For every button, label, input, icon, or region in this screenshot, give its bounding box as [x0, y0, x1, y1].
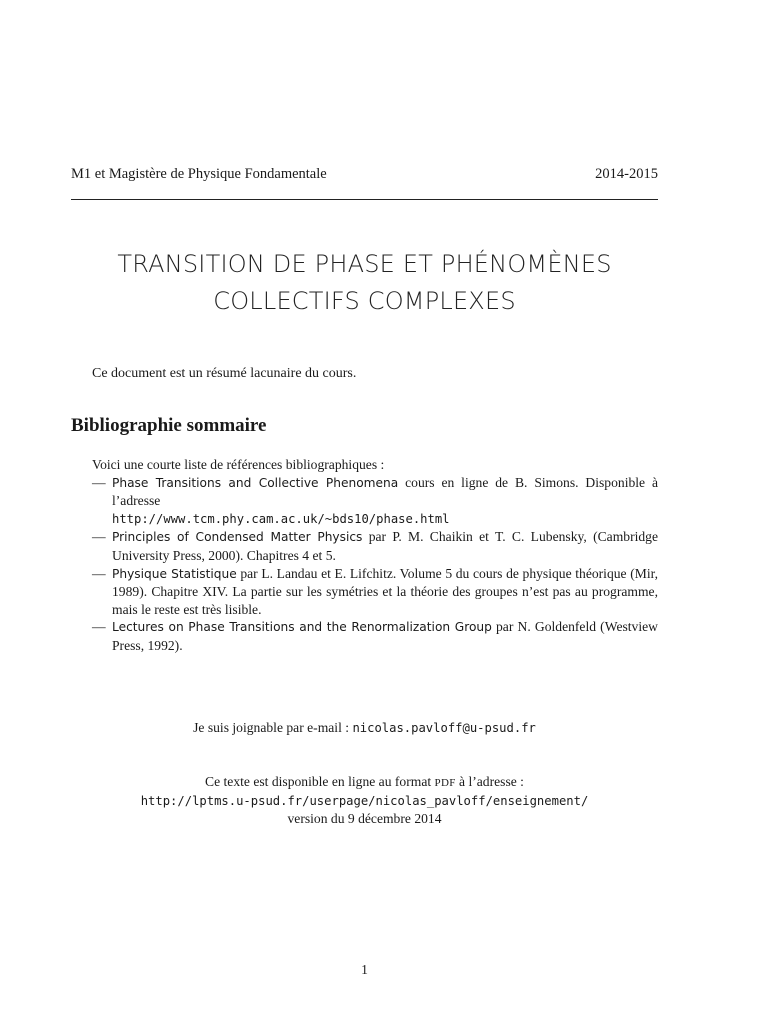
course-name: M1 et Magistère de Physique Fondamentale: [71, 166, 327, 182]
reference-text: par L. Landau et E. Lifchitz. Volume 5 du cours de physique théorique (Mir, 1989). Chapitre XIV. La partie sur les symétries et la théorie des groupes n’est pas au programme, mais le reste est très lisible.: [112, 565, 658, 617]
reference-text: par P. M. Chaikin et T. C. Lubensky, (Cambridge University Press, 2000). Chapitres 4 et 5.: [112, 529, 658, 563]
reference-text: par N. Goldenfeld (Westview Press, 1992).: [112, 619, 658, 653]
list-dash: —: [92, 474, 106, 490]
reference-item: [92, 528, 658, 564]
reference-body: [112, 528, 658, 564]
reference-item: [92, 565, 658, 619]
reference-url-link[interactable]: http://www.tcm.phy.cam.ac.uk/~bds10/phase.html: [112, 511, 450, 526]
header-rule: [71, 199, 658, 200]
page-number: 1: [361, 962, 368, 977]
reference-body: [112, 565, 658, 619]
reference-item: [92, 618, 658, 654]
page-header: [71, 166, 658, 183]
availability-text-after: à l’adresse :: [455, 774, 524, 789]
bibliography-list: [92, 456, 658, 655]
contact-text: Je suis joignable par e-mail :: [193, 720, 353, 735]
course-url-link[interactable]: http://lptms.u-psud.fr/userpage/nicolas_pavloff/enseignement/: [140, 794, 589, 808]
reference-body: [112, 474, 658, 529]
reference-title: Lectures on Phase Transitions and the Renormalization Group: [112, 620, 492, 635]
reference-title: Phase Transitions and Collective Phenomena: [112, 475, 399, 490]
title-line-1: TRANSITION DE PHASE ET PHÉNOMÈNES: [117, 250, 612, 278]
academic-year: 2014-2015: [595, 166, 658, 182]
list-dash: —: [92, 565, 106, 581]
reference-body: [112, 618, 658, 654]
bibliography-lead: Voici une courte liste de références bibliographiques :: [92, 457, 385, 472]
format-label: PDF: [434, 777, 456, 789]
availability-text-before: Ce texte est disponible en ligne au format: [205, 774, 435, 789]
contact-line: [71, 720, 658, 736]
reference-title: Principles of Condensed Matter Physics: [112, 530, 363, 545]
document-title: [71, 246, 658, 320]
availability-line: [71, 773, 658, 792]
intro-text: Ce document est un résumé lacunaire du cours.: [92, 366, 357, 381]
title-line-2: COLLECTIFS COMPLEXES: [213, 287, 516, 315]
bibliography-heading: Bibliographie sommaire: [71, 415, 267, 436]
list-dash: —: [92, 529, 106, 545]
availability-block: [71, 773, 658, 828]
reference-item: [92, 474, 658, 529]
reference-title: Physique Statistique: [112, 566, 237, 581]
list-dash: —: [92, 619, 106, 635]
reference-text: cours en ligne de B. Simons. Disponible à l’adresse: [112, 474, 659, 509]
email-link[interactable]: nicolas.pavloff@u-psud.fr: [352, 721, 536, 735]
version-date: version du 9 décembre 2014: [287, 811, 442, 826]
